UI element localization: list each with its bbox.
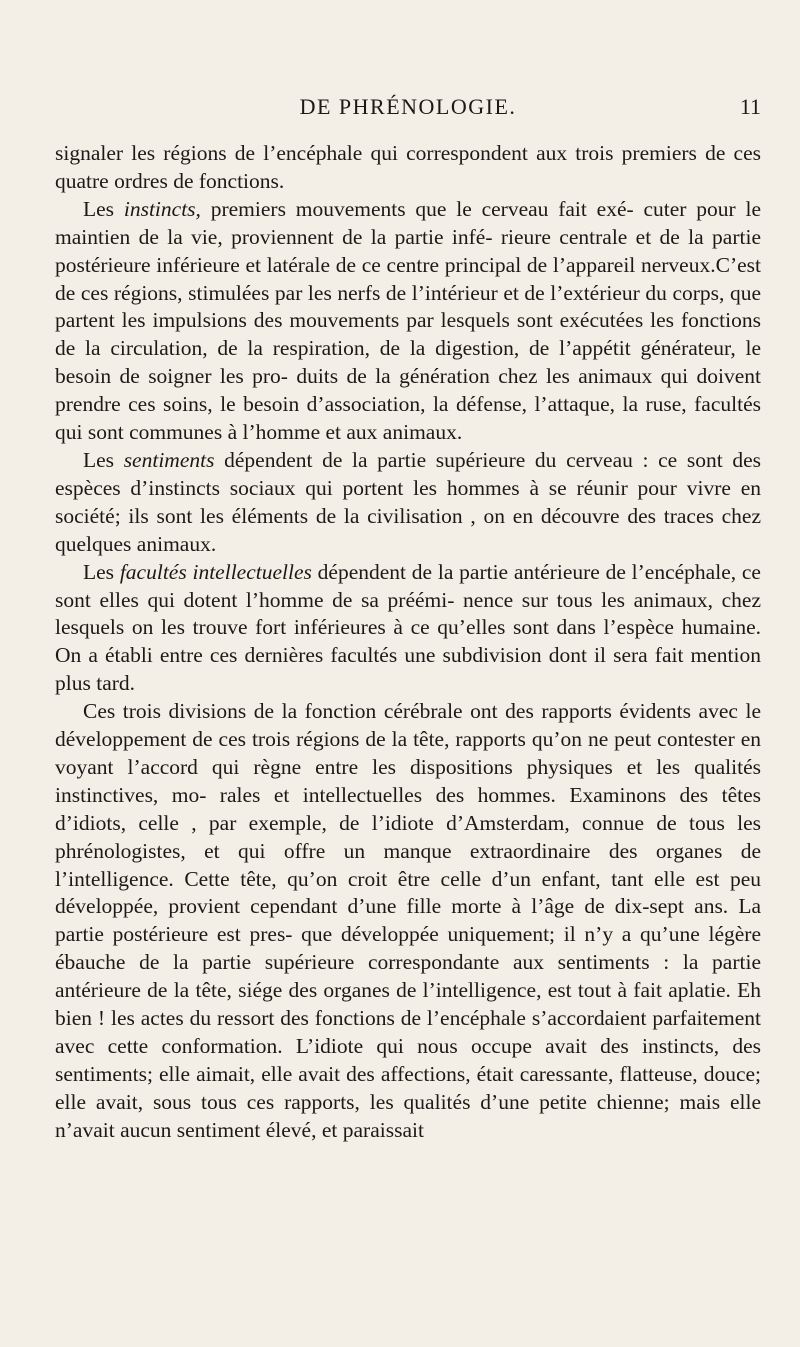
term-sentiments: sentiments [123,447,215,472]
running-head [55,94,761,124]
paragraph-lead: Les [83,196,124,221]
term-instincts: instincts, [123,196,201,221]
body-text [55,140,761,1145]
paragraph-continuation [55,140,761,196]
running-title: DE PHRÉNOLOGIE. [299,94,517,119]
paragraph-sentiments [55,447,761,559]
paragraph-text: Ces trois divisions de la fonction cérébrale ont des rapports évidents avec le développement de ces trois régions de la tête, rapports qu’on ne peut contester en voyant l’accord qui règne entre les dispositions physiques et les qualités instinctives, mo- rales et intellectuelles des hommes. Examinons des têtes d’idiots, celle , par exemple, de l’idiote d’Amsterdam, connue de tous les phrénologistes, et qui offre un manque extraordinaire des organes de l’intelligence. Cette tête, qu’on croit être celle d’un enfant, tant elle est peu développée, provient cependant d’une fille morte à l’âge de dix-sept ans. La partie postérieure est pres- que développée uniquement; il n’y a qu’une légère ébauche de la partie supérieure correspondante aux sentiments : la partie antérieure de la tête, siége des organes de l’intelligence, est tout à fait aplatie. Eh bien ! les actes du ressort des fonctions de l’encéphale s’accordaient parfaitement avec cette conformation. L’idiote qui nous occupe avait des instincts, des sentiments; elle aimait, elle avait des affections, était caressante, flatteuse, douce; elle avait, sous tous ces rapports, les qualités d’une petite chienne; mais elle n’avait aucun sentiment élevé, et paraissait [55,699,761,1142]
term-facultes-intellectuelles: facultés intellectuelles [119,559,312,584]
paragraph-instincts [55,196,761,447]
paragraph-facultes [55,559,761,699]
paragraph-text: signaler les régions de l’encéphale qui correspondent aux trois premiers de ces quatre ordres de fonctions. [55,141,761,193]
paragraph-lead: Les [83,447,124,472]
paragraph-text: premiers mouvements que le cerveau fait exé- cuter pour le maintien de la vie, proviennent de la partie infé- rieure centrale et de la partie postérieure inférieure et latérale de ce centre principal de l’appareil nerveux.C’est de ces régions, stimulées par les nerfs de l’intérieur et de l’extérieur du corps, que partent les impulsions des mouvements par lesquels sont exécutées les fonctions de la circulation, de la respiration, de la digestion, de l’appétit générateur, le besoin de soigner les pro- duits de la génération chez les animaux qui doivent prendre ces soins, le besoin d’association, la défense, l’attaque, la ruse, facultés qui sont communes à l’homme et aux animaux. [55,196,761,445]
page-number: 11 [739,94,761,119]
paragraph-text: dépendent de la partie supérieure du cerveau : ce sont des espèces d’instincts sociaux qui portent les hommes à se réunir pour vivre en société; ils sont les éléments de la civilisation , on en découvre des traces chez quelques animaux. [55,447,762,556]
paragraph-text: dépendent de la partie antérieure de l’encéphale, ce sont elles qui dotent l’homme de sa préémi- nence sur tous les animaux, chez lesquels on les trouve fort inférieures à ce qu’elles sont dans l’espèce humaine. On a établi entre ces dernières facultés une subdivision dont il sera fait mention plus tard. [55,559,761,696]
paragraph-divisions [55,698,761,1145]
paragraph-lead: Les [83,559,120,584]
